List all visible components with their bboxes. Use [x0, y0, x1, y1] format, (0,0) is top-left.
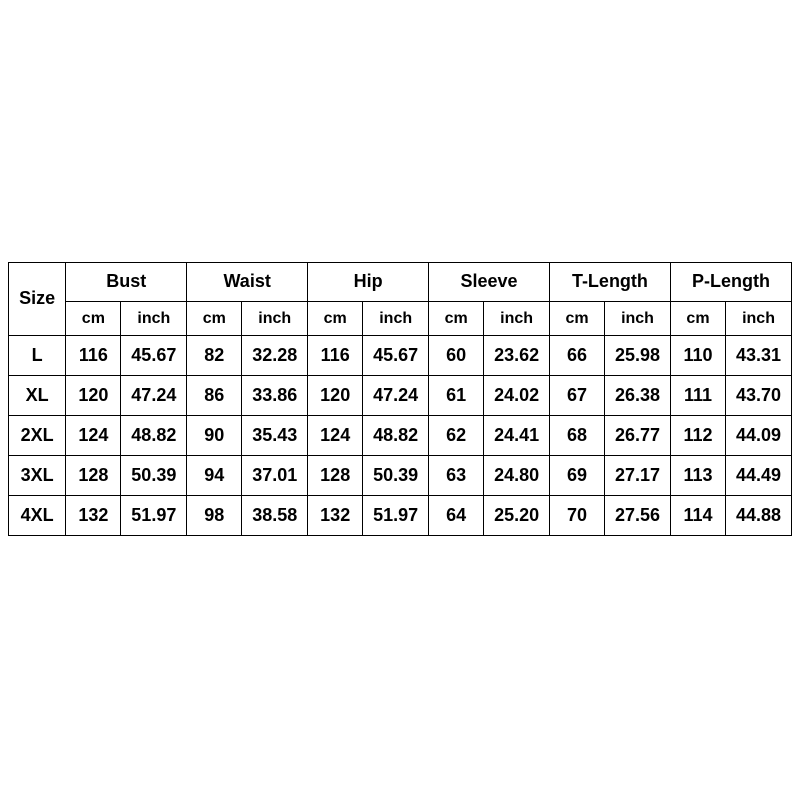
cell-bust-inch: 51.97	[121, 496, 187, 536]
cell-p-length-inch: 44.49	[726, 456, 792, 496]
unit-header-p-length-inch: inch	[726, 302, 792, 336]
cell-waist-inch: 37.01	[242, 456, 308, 496]
cell-p-length-inch: 44.88	[726, 496, 792, 536]
cell-size: XL	[9, 376, 66, 416]
table-header-units	[9, 302, 792, 336]
cell-t-length-cm: 70	[549, 496, 604, 536]
size-chart-table	[8, 262, 792, 536]
table-row	[9, 376, 792, 416]
cell-hip-inch: 48.82	[363, 416, 429, 456]
unit-header-t-length-inch: inch	[605, 302, 671, 336]
table-row	[9, 456, 792, 496]
unit-header-bust-cm: cm	[66, 302, 121, 336]
cell-sleeve-cm: 63	[429, 456, 484, 496]
cell-size: 3XL	[9, 456, 66, 496]
cell-size: 2XL	[9, 416, 66, 456]
cell-hip-inch: 45.67	[363, 336, 429, 376]
cell-t-length-cm: 67	[549, 376, 604, 416]
cell-size: L	[9, 336, 66, 376]
unit-header-hip-cm: cm	[308, 302, 363, 336]
cell-t-length-cm: 66	[549, 336, 604, 376]
cell-size: 4XL	[9, 496, 66, 536]
column-header-p-length: P-Length	[670, 263, 791, 302]
cell-sleeve-inch: 24.80	[484, 456, 550, 496]
unit-header-waist-cm: cm	[187, 302, 242, 336]
column-header-sleeve: Sleeve	[429, 263, 550, 302]
unit-header-hip-inch: inch	[363, 302, 429, 336]
cell-hip-cm: 120	[308, 376, 363, 416]
cell-p-length-cm: 110	[670, 336, 725, 376]
cell-p-length-inch: 43.31	[726, 336, 792, 376]
cell-hip-inch: 51.97	[363, 496, 429, 536]
cell-sleeve-cm: 61	[429, 376, 484, 416]
column-header-waist: Waist	[187, 263, 308, 302]
cell-waist-inch: 32.28	[242, 336, 308, 376]
cell-p-length-cm: 112	[670, 416, 725, 456]
cell-t-length-inch: 26.77	[605, 416, 671, 456]
cell-sleeve-inch: 23.62	[484, 336, 550, 376]
cell-bust-cm: 128	[66, 456, 121, 496]
column-header-t-length: T-Length	[549, 263, 670, 302]
cell-p-length-inch: 43.70	[726, 376, 792, 416]
cell-hip-inch: 50.39	[363, 456, 429, 496]
unit-header-sleeve-cm: cm	[429, 302, 484, 336]
table-row	[9, 416, 792, 456]
cell-p-length-inch: 44.09	[726, 416, 792, 456]
table-row	[9, 496, 792, 536]
cell-waist-cm: 98	[187, 496, 242, 536]
cell-hip-cm: 132	[308, 496, 363, 536]
cell-bust-cm: 120	[66, 376, 121, 416]
size-chart-container	[8, 262, 792, 536]
cell-p-length-cm: 114	[670, 496, 725, 536]
cell-waist-cm: 94	[187, 456, 242, 496]
cell-t-length-inch: 27.17	[605, 456, 671, 496]
cell-t-length-cm: 69	[549, 456, 604, 496]
cell-waist-inch: 38.58	[242, 496, 308, 536]
cell-p-length-cm: 113	[670, 456, 725, 496]
cell-waist-cm: 90	[187, 416, 242, 456]
cell-hip-inch: 47.24	[363, 376, 429, 416]
column-header-size: Size	[9, 263, 66, 336]
unit-header-bust-inch: inch	[121, 302, 187, 336]
cell-sleeve-cm: 62	[429, 416, 484, 456]
cell-bust-inch: 48.82	[121, 416, 187, 456]
cell-waist-inch: 33.86	[242, 376, 308, 416]
cell-sleeve-inch: 24.41	[484, 416, 550, 456]
cell-sleeve-cm: 64	[429, 496, 484, 536]
cell-waist-cm: 86	[187, 376, 242, 416]
column-header-hip: Hip	[308, 263, 429, 302]
cell-bust-cm: 132	[66, 496, 121, 536]
cell-t-length-cm: 68	[549, 416, 604, 456]
cell-waist-cm: 82	[187, 336, 242, 376]
cell-t-length-inch: 25.98	[605, 336, 671, 376]
unit-header-t-length-cm: cm	[549, 302, 604, 336]
cell-hip-cm: 124	[308, 416, 363, 456]
table-header-groups	[9, 263, 792, 302]
cell-bust-cm: 116	[66, 336, 121, 376]
unit-header-p-length-cm: cm	[670, 302, 725, 336]
cell-hip-cm: 116	[308, 336, 363, 376]
unit-header-waist-inch: inch	[242, 302, 308, 336]
cell-t-length-inch: 27.56	[605, 496, 671, 536]
cell-sleeve-inch: 25.20	[484, 496, 550, 536]
cell-bust-inch: 45.67	[121, 336, 187, 376]
unit-header-sleeve-inch: inch	[484, 302, 550, 336]
cell-bust-inch: 50.39	[121, 456, 187, 496]
cell-p-length-cm: 111	[670, 376, 725, 416]
cell-t-length-inch: 26.38	[605, 376, 671, 416]
cell-bust-cm: 124	[66, 416, 121, 456]
table-row	[9, 336, 792, 376]
cell-bust-inch: 47.24	[121, 376, 187, 416]
cell-hip-cm: 128	[308, 456, 363, 496]
cell-waist-inch: 35.43	[242, 416, 308, 456]
column-header-bust: Bust	[66, 263, 187, 302]
cell-sleeve-inch: 24.02	[484, 376, 550, 416]
cell-sleeve-cm: 60	[429, 336, 484, 376]
